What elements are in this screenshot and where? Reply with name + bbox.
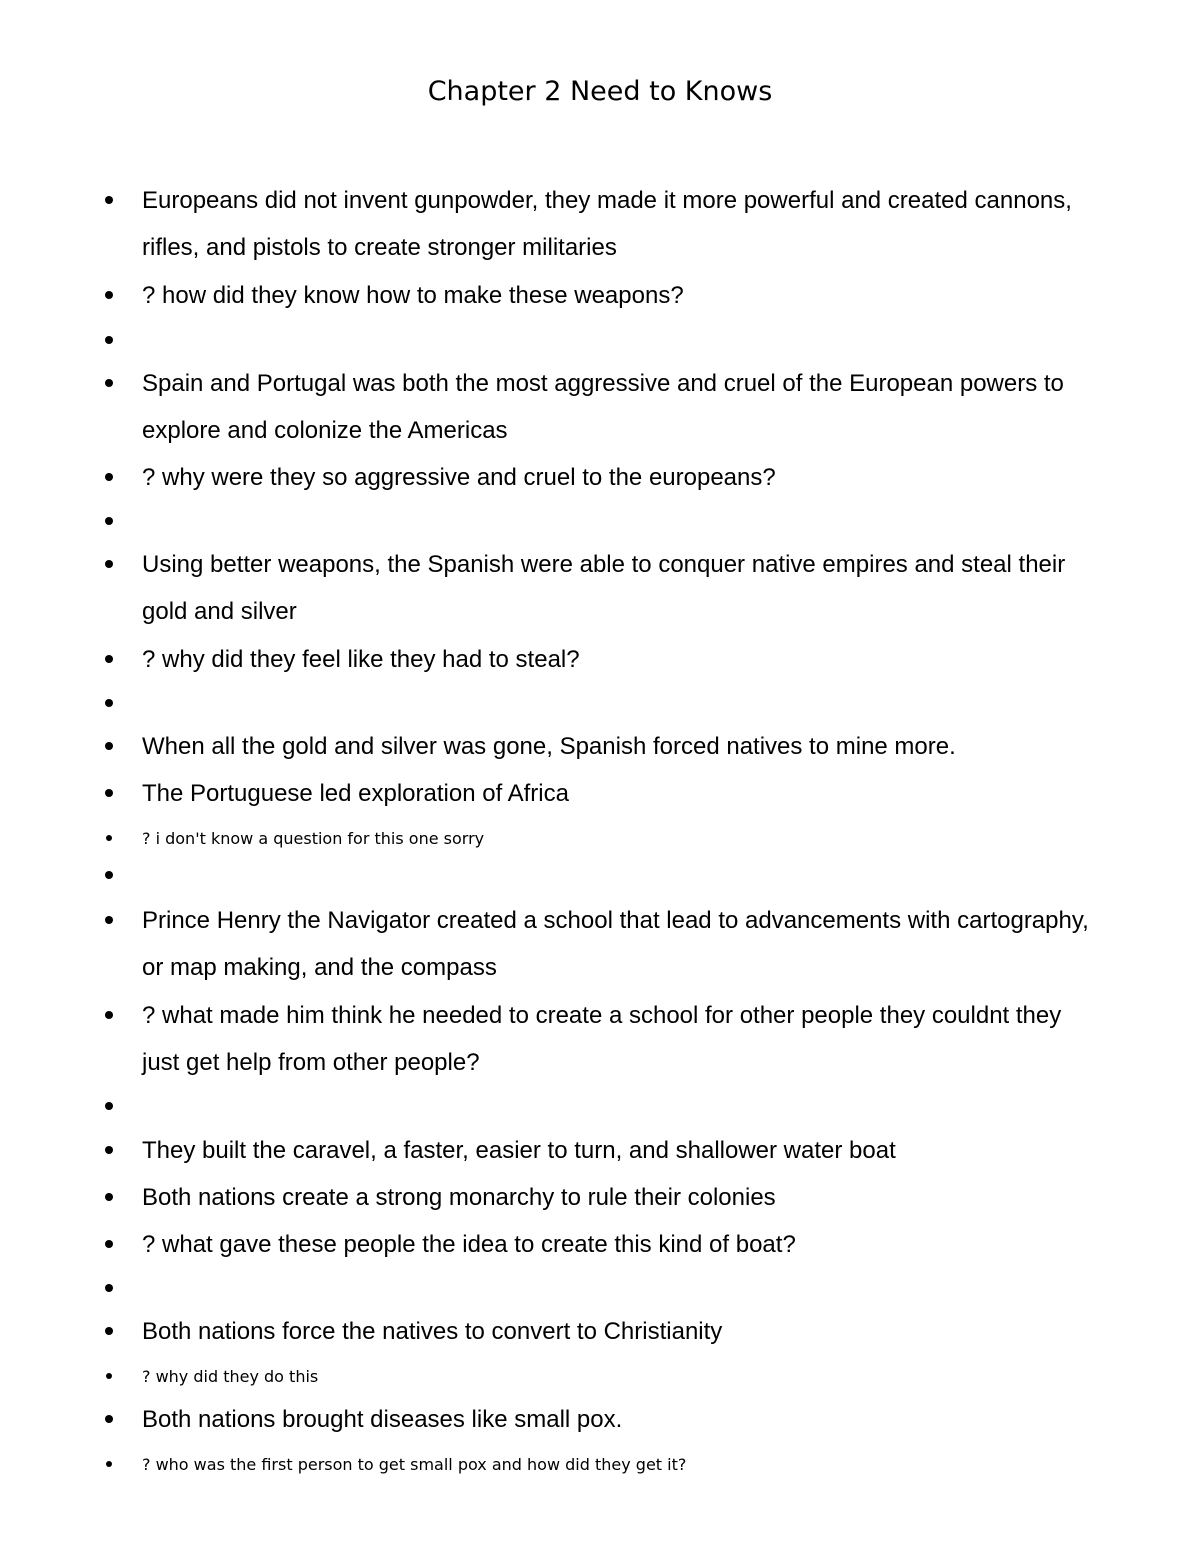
- list-item-text: Europeans did not invent gunpowder, they made it more powerful and created cannons, rifles, and pistols to create stronger militaries: [142, 187, 1072, 261]
- list-item-text: They built the caravel, a faster, easier to turn, and shallower water boat: [142, 1137, 896, 1164]
- list-item: [142, 770, 1102, 817]
- list-item-text: Prince Henry the Navigator created a school that lead to advancements with cartography, or map making, and the compass: [142, 907, 1089, 981]
- list-item-text: Both nations force the natives to convert to Christianity: [142, 1318, 723, 1345]
- document-title: Chapter 2 Need to Knows: [427, 76, 773, 107]
- list-item: [142, 272, 1102, 319]
- list-item-text: When all the gold and silver was gone, Spanish forced natives to mine more.: [142, 733, 956, 760]
- list-item: [142, 1441, 1102, 1488]
- list-item: [142, 1396, 1102, 1443]
- list-item: [142, 177, 1102, 271]
- bullet-icon: [102, 852, 118, 899]
- bullet-icon: [102, 1221, 118, 1268]
- bullet-icon: [102, 1265, 118, 1312]
- list-item-text: ? how did they know how to make these weapons?: [142, 282, 684, 309]
- bullet-icon: [102, 360, 118, 407]
- bullet-icon: [102, 897, 118, 944]
- list-item: [142, 1174, 1102, 1221]
- bullet-icon: [102, 1353, 118, 1400]
- list-item: [142, 454, 1102, 501]
- bullet-icon: [102, 1441, 118, 1488]
- list-item-text: Using better weapons, the Spanish were able to conquer native empires and steal their gold and silver: [142, 551, 1066, 625]
- bullet-icon: [102, 1308, 118, 1355]
- list-item: [142, 1308, 1102, 1355]
- list-item: [142, 1127, 1102, 1174]
- bullet-icon: [102, 992, 118, 1039]
- list-item-text: The Portuguese led exploration of Africa: [142, 780, 569, 807]
- list-item-text: Both nations create a strong monarchy to rule their colonies: [142, 1184, 776, 1211]
- bullet-icon: [102, 1396, 118, 1443]
- bullet-icon: [102, 1174, 118, 1221]
- bullet-icon: [102, 636, 118, 683]
- list-item-text: ? what gave these people the idea to create this kind of boat?: [142, 1231, 796, 1258]
- list-item-text: ? what made him think he needed to create a school for other people they couldnt they just get help from other people?: [142, 1002, 1062, 1076]
- list-item-text: Spain and Portugal was both the most aggressive and cruel of the European powers to explore and colonize the Americas: [142, 370, 1064, 444]
- bullet-icon: [102, 723, 118, 770]
- bullet-icon: [102, 454, 118, 501]
- list-item: [142, 815, 1102, 862]
- bullet-icon: [102, 177, 118, 224]
- list-item-text: Both nations brought diseases like small pox.: [142, 1406, 623, 1433]
- bullet-icon: [102, 498, 118, 545]
- bullet-icon: [102, 272, 118, 319]
- list-item: [142, 723, 1102, 770]
- list-item: [142, 360, 1102, 454]
- bullet-icon: [102, 541, 118, 588]
- list-item: [142, 636, 1102, 683]
- list-item-text: ? who was the first person to get small pox and how did they get it?: [142, 1455, 687, 1474]
- bullet-icon: [102, 1083, 118, 1130]
- list-item: [142, 1221, 1102, 1268]
- bullet-icon: [102, 770, 118, 817]
- bullet-icon: [102, 1127, 118, 1174]
- bullet-icon: [102, 680, 118, 727]
- list-item: [142, 992, 1102, 1086]
- list-item: [142, 897, 1102, 991]
- list-item: [142, 1353, 1102, 1400]
- list-item-text: ? why did they feel like they had to steal?: [142, 646, 580, 673]
- list-item-text: ? why did they do this: [142, 1367, 319, 1386]
- list-item-text: ? i don't know a question for this one sorry: [142, 829, 485, 848]
- list-item-text: ? why were they so aggressive and cruel to the europeans?: [142, 464, 776, 491]
- bullet-icon: [102, 317, 118, 364]
- list-item: [142, 541, 1102, 635]
